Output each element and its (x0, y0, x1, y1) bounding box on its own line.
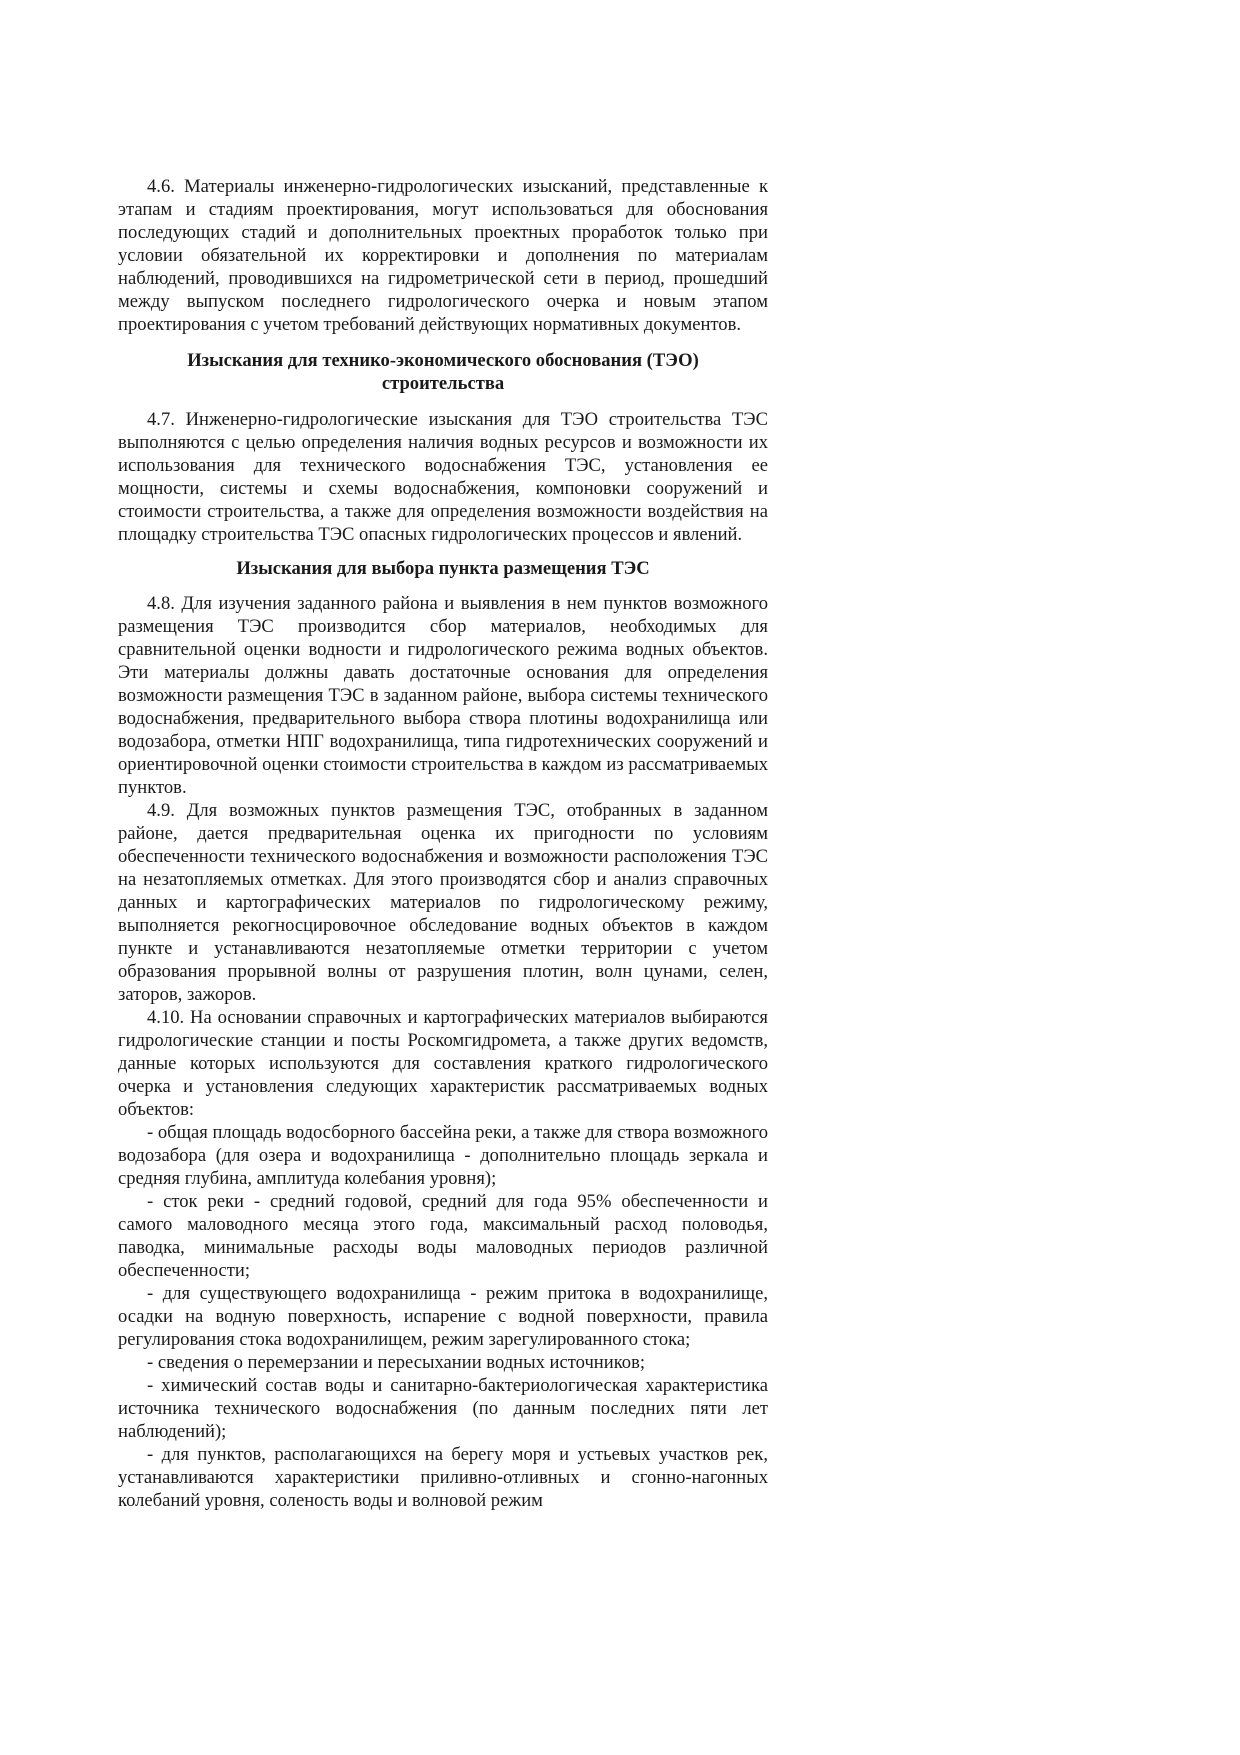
document-body (118, 175, 768, 1512)
paragraph-4-7: 4.7. Инженерно-гидрологические изыскания для ТЭО строительства ТЭС выполняются с целью определения наличия водных ресурсов и возможности их использования для технического водоснабжения ТЭС, установления ее мощности, системы и схемы водоснабжения, компоновки сооружений и стоимости строительства, а также для определения возможности воздействия на площадку строительства ТЭС опасных гидрологических процессов и явлений. (118, 409, 768, 545)
list-item: - химический состав воды и санитарно-бактериологическая характеристика источника технического водоснабжения (по данным последних пяти лет наблюдений); (118, 1375, 768, 1442)
list-item: - сведения о перемерзании и пересыхании водных источников; (147, 1352, 646, 1373)
paragraph-4-9: 4.9. Для возможных пунктов размещения ТЭС, отобранных в заданном районе, дается предварительная оценка их пригодности по условиям обеспеченности технического водоснабжения и возможности расположения ТЭС на незатопляемых отметках. Для этого производятся сбор и анализ справочных данных и картографических материалов по гидрологическому режиму, выполняется рекогносцировочное обследование водных объектов в каждом пункте и устанавливаются незатопляемые отметки территории с учетом образования прорывной волны от разрушения плотин, волн цунами, селен, заторов, зажоров. (118, 800, 768, 1005)
section-heading-teo: Изыскания для технико-экономического обоснования (ТЭО) строительства (187, 350, 699, 394)
list-item: - общая площадь водосборного бассейна реки, а также для створа возможного водозабора (для озера и водохранилища - дополнительно площадь зеркала и средняя глубина, амплитуда колебания уровня); (118, 1122, 768, 1189)
list-item: - для пунктов, располагающихся на берегу моря и устьевых участков рек, устанавливаются характеристики приливно-отливных и сгонно-нагонных колебаний уровня, соленость воды и волновой режим (118, 1444, 768, 1511)
paragraph-4-6: 4.6. Материалы инженерно-гидрологических изысканий, представленные к этапам и стадиям проектирования, могут использоваться для обоснования последующих стадий и дополнительных проектных проработок только при условии обязательной их корректировки и дополнения по материалам наблюдений, проводившихся на гидрометрической сети в период, прошедший между выпуском последнего гидрологического очерка и новым этапом проектирования с учетом требований действующих нормативных документов. (118, 176, 768, 335)
list-item: - сток реки - средний годовой, средний для года 95% обеспеченности и самого маловодного месяца этого года, максимальный расход половодья, паводка, минимальные расходы воды маловодных периодов различной обеспеченности; (118, 1191, 768, 1281)
section-heading-site-selection: Изыскания для выбора пункта размещения ТЭС (236, 558, 650, 579)
paragraph-4-8: 4.8. Для изучения заданного района и выявления в нем пунктов возможного размещения ТЭС производится сбор материалов, необходимых для сравнительной оценки водности и гидрологического режима водных объектов. Эти материалы должны давать достаточные основания для определения возможности размещения ТЭС в заданном районе, выбора системы технического водоснабжения, предварительного выбора створа плотины водохранилища или водозабора, отметки НПГ водохранилища, типа гидротехнических сооружений и ориентировочной оценки стоимости строительства в каждом из рассматриваемых пунктов. (118, 593, 768, 798)
paragraph-4-10: 4.10. На основании справочных и картографических материалов выбираются гидрологические станции и посты Роскомгидромета, а также других ведомств, данные которых используются для составления краткого гидрологического очерка и установления следующих характеристик рассматриваемых водных объектов: (118, 1007, 768, 1120)
list-item: - для существующего водохранилища - режим притока в водохранилище, осадки на водную поверхность, испарение с водной поверхности, правила регулирования стока водохранилищем, режим зарегулированного стока; (118, 1283, 768, 1350)
